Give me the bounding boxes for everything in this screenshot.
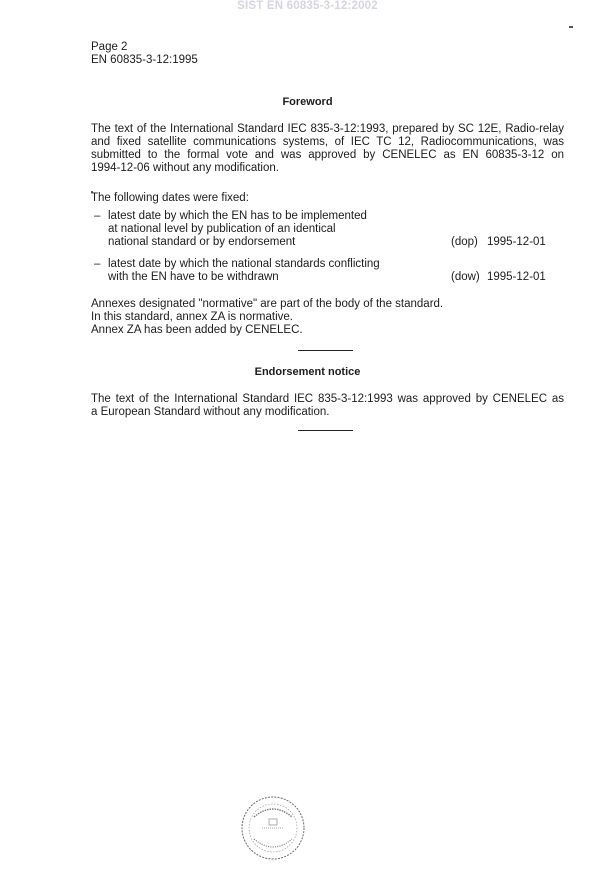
seal-stamp [240,795,306,861]
foreword-line: The text of the International Standard IEC 835-3-12:1993, prepared by SC 12E, Radio-relay [91,123,564,135]
date-item-dop [94,210,560,250]
endorsement-paragraph [91,393,564,419]
date-item-line: national standard or by endorsement [108,236,296,248]
corner-mark [569,26,573,28]
section-divider [298,430,353,431]
foreword-line: 1994-12-06 without any modification. [91,162,279,174]
date-code: (dop) [451,236,478,248]
dates-intro: The following dates were fixed: [91,192,249,204]
document-id: EN 60835-3-12:1995 [91,54,198,66]
annex-line: In this standard, annex ZA is normative. [91,311,293,323]
date-value: 1995-12-01 [487,236,546,248]
date-item-line: latest date by which the EN has to be implemented [108,210,367,222]
annex-line: Annexes designated "normative" are part of the body of the standard. [91,298,444,310]
annex-paragraph [91,298,564,337]
list-dash: – [94,210,101,222]
date-item-dow [94,258,560,286]
foreword-line: and fixed satellite communications systems, of IEC TC 12, Radiocommunications, was [91,136,564,148]
date-item-line: with the EN have to be withdrawn [108,271,279,283]
list-dash: – [94,258,101,270]
endorsement-heading: Endorsement notice [254,366,361,378]
foreword-line: submitted to the formal vote and was approved by CENELEC as EN 60835-3-12 on [91,149,564,161]
page-header [91,41,198,67]
date-item-line: latest date by which the national standards conflicting [108,258,380,270]
date-code: (dow) [451,271,480,283]
foreword-heading: Foreword [282,96,333,108]
annex-line: Annex ZA has been added by CENELEC. [91,324,303,336]
date-item-text [108,210,438,249]
watermark: SIST EN 60835-3-12:2002 [237,0,378,12]
section-divider [298,350,353,351]
date-item-text [108,258,438,284]
endorsement-line: a European Standard without any modification. [91,406,330,418]
endorsement-line: The text of the International Standard IEC 835-3-12:1993 was approved by CENELEC as [91,393,564,405]
date-value: 1995-12-01 [487,271,546,283]
date-item-line: at national level by publication of an identical [108,223,336,235]
foreword-paragraph [91,123,564,175]
page-number: Page 2 [91,41,128,53]
